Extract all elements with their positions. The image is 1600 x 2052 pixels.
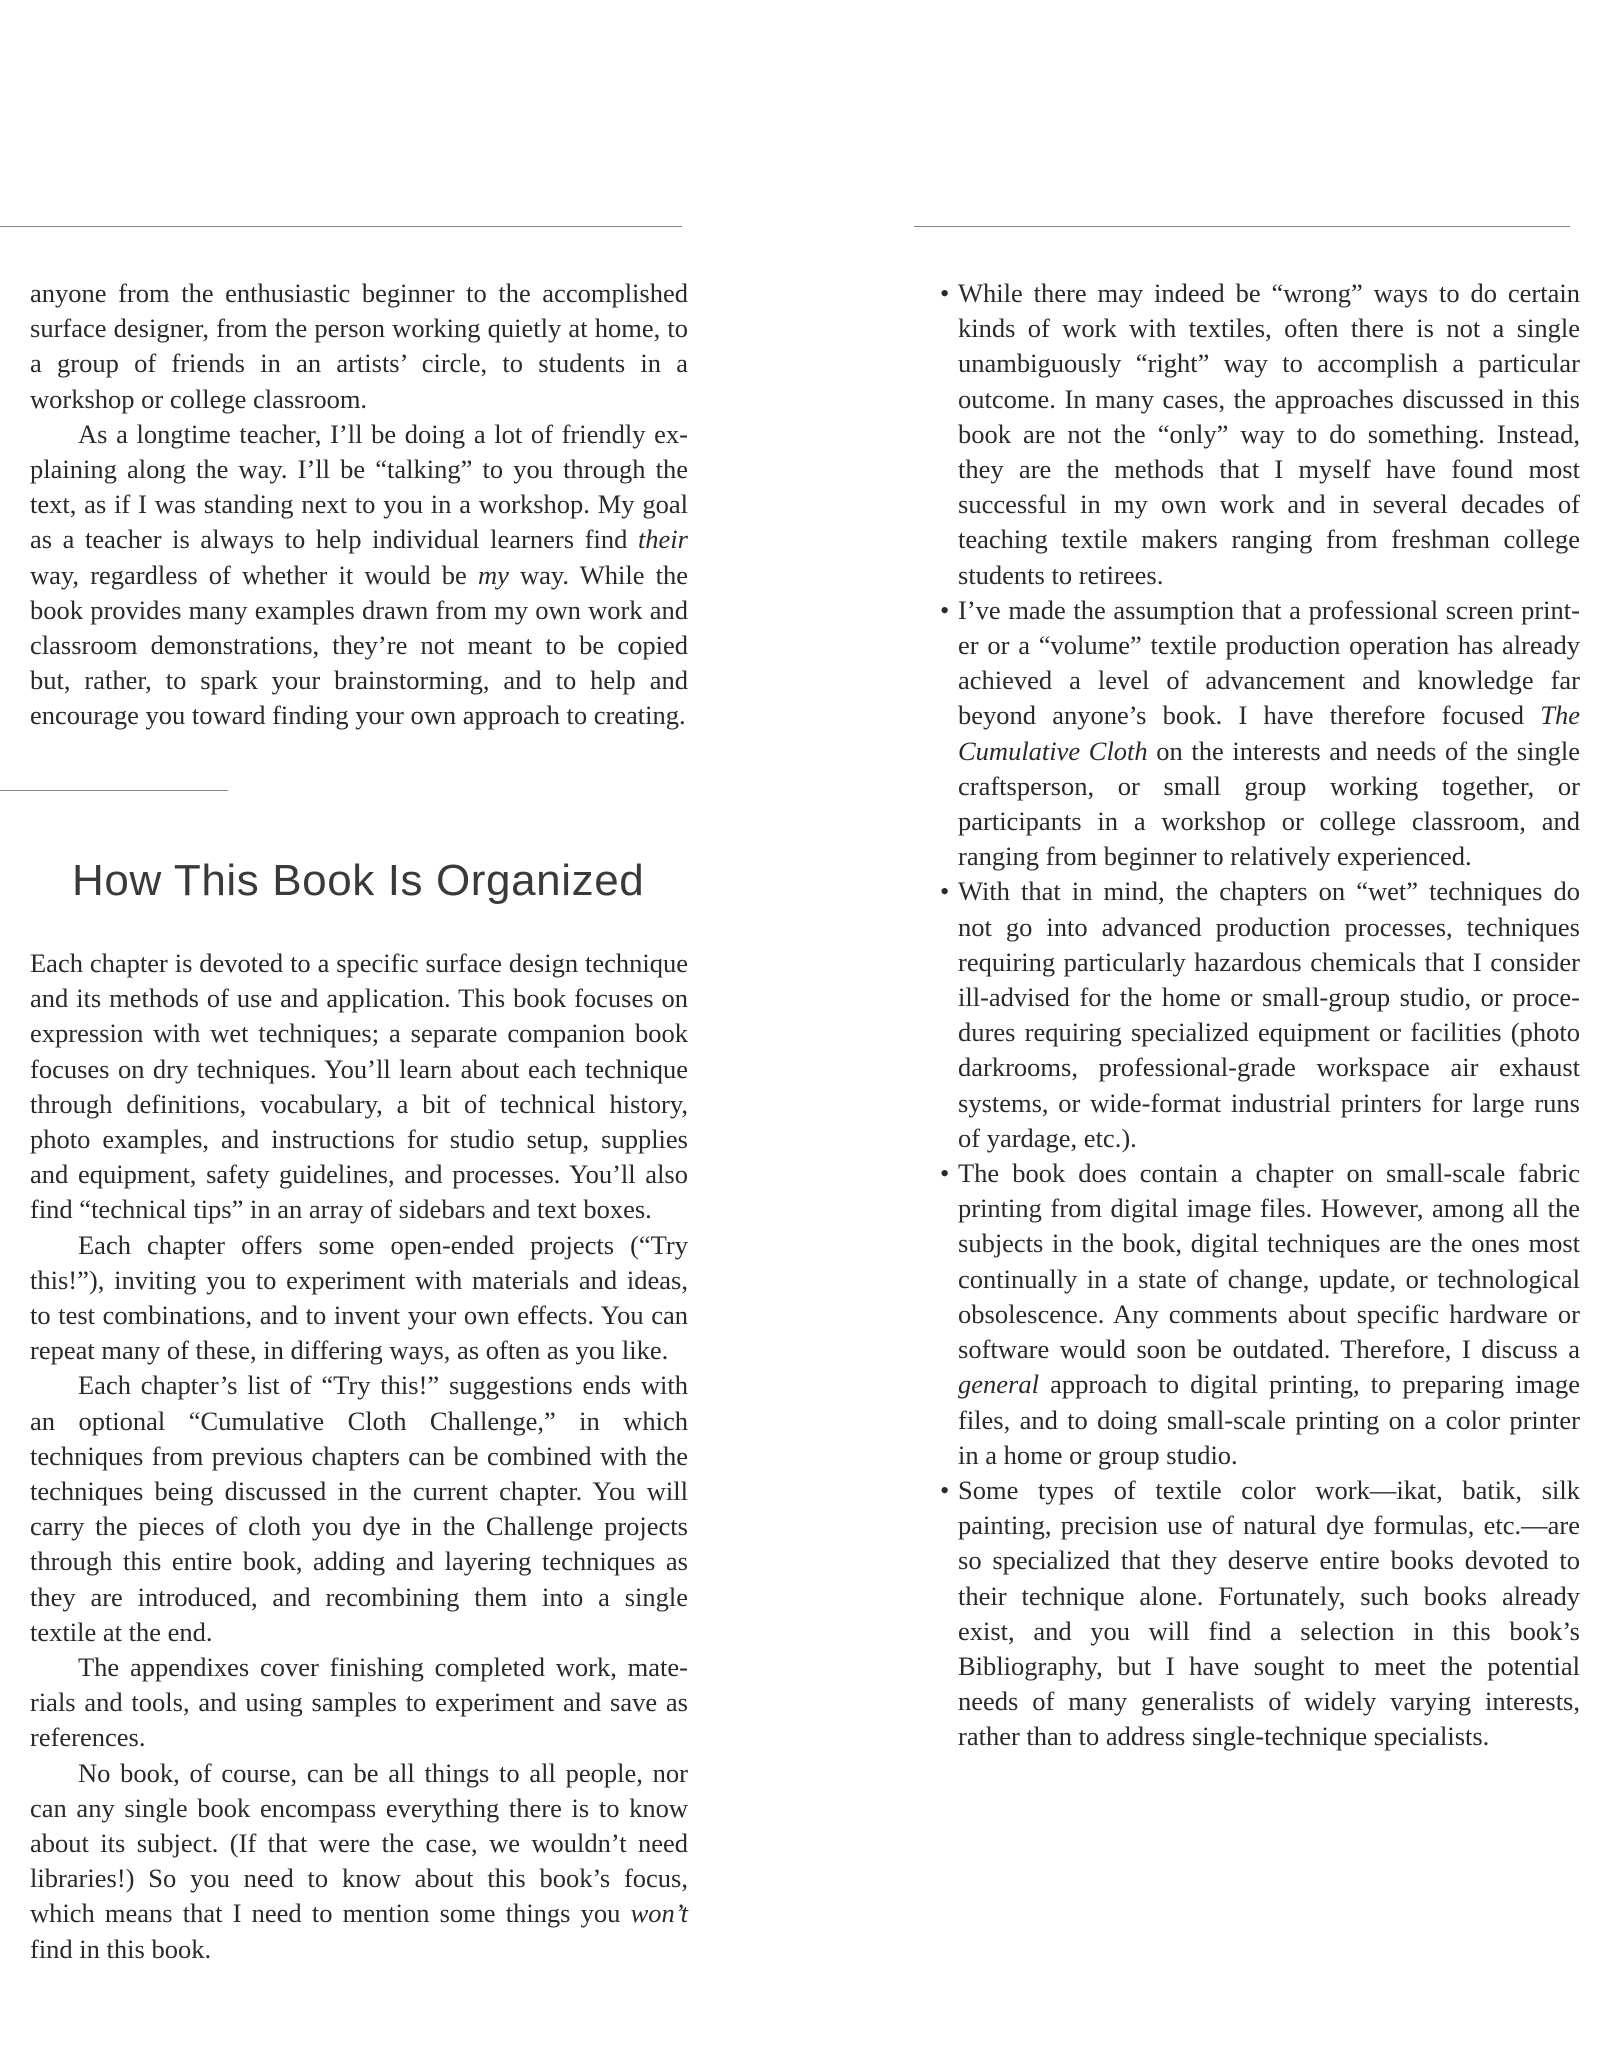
body-paragraph: Each chapter’s list of “Try this!” suggestions ends with an optional “Cumulative Cloth Challenge,” in which techniques from previous chapters can be combined with the techniques being discussed in the current chapter. You will carry the pieces of cloth you dye in the Challenge projects through this entire book, adding and layering techniques as they are introduced, and recombining them into a single textile at the end.: [30, 1370, 688, 1647]
body-paragraph: No book, of course, can be all things to all people, nor can any single book encompass everything there is to know about its subject. (If that were the case, we wouldn’t need libraries!) So you need to know about this book’s focus, which means that I need to mention some things you won’t find in this book.: [30, 1757, 688, 1964]
section-rule: [0, 790, 228, 791]
body-paragraph: Each chapter is devoted to a specific surface design technique and its methods of use and application. This book focuses on expression with wet techniques; a separate companion book focuses on dry techniques. You’ll learn about each technique through definitions, vocabulary, a bit of technical history, photo examples, and instructions for studio setup, supplies and equipment, safety guidelines, and processes. You’ll also find “technical tips” in an array of sidebars and text boxes.: [30, 948, 688, 1225]
bullet-marker: •: [940, 278, 950, 308]
section-body: [30, 946, 688, 1967]
top-rule-left: [0, 226, 682, 227]
section-heading: How This Book Is Organized: [72, 856, 645, 905]
intro-paragraph-2: As a longtime teacher, I’ll be doing a lot of friendly explaining along the way. I’ll be “talking” to you through the text, as if I was standing next to you in a workshop. My goal as a teacher is always to help individual learners find their way, regardless of whether it would be my way. While the book provides many examples drawn from my own work and classroom demonstrations, they’re not meant to be copied but, rather, to spark your brainstorming, and to help and encourage you toward finding your own approach to creating.: [30, 418, 688, 731]
bullet-marker: •: [940, 876, 950, 907]
bullet-marker: •: [940, 1474, 950, 1505]
bullet-item: • While there may indeed be “wrong” ways to do certain kinds of work with textiles, often there is not a single unambiguously “right” way to accomplish a particular outcome. In many cases, the approaches discussed in this book are not the “only” way to do something. Instead, they are the methods that I myself have found most successful in my own work and in several decades of teaching textile makers ranging from freshman college students to retirees.: [940, 278, 1580, 590]
intro-paragraph-1: anyone from the enthusiastic beginner to the accomplished surface designer, from the person working quietly at home, to a group of friends in an artists’ circle, to students in a workshop or college classroom.: [30, 278, 688, 414]
body-paragraph: The appendixes cover finishing completed work, materials and tools, and using samples to experiment and save as references.: [30, 1652, 688, 1753]
bullet-list: [940, 276, 1580, 1755]
top-rule-right: [914, 226, 1570, 227]
bullet-item: • Some types of textile color work—ikat, batik, silk painting, precision use of natural dye formulas, etc.—are so specialized that they deserve entire books devoted to their technique alone. Fortunately, such books already exist, and you will find a selection in this book’s Bibliography, but I have sought to meet the potential needs of many generalists of widely varying interests, rather than to address single-technique specialists.: [940, 1474, 1580, 1752]
bullet-item: • With that in mind, the chapters on “wet” techniques do not go into advanced production processes, techniques requiring particularly hazardous chemicals that I consider ill-advised for the home or small-group studio, or procedures requiring specialized equipment or facilities (photo darkrooms, professional-grade workspace air exhaust systems, or wide-format industrial printers for large runs of yardage, etc.).: [940, 876, 1580, 1153]
bullet-marker: •: [940, 594, 950, 625]
intro-text: [30, 276, 688, 734]
body-paragraph: Each chapter offers some open-ended projects (“Try this!”), inviting you to experiment with materials and ideas, to test combinations, and to invent your own effects. You can repeat many of these, in differing ways, as often as you like.: [30, 1229, 688, 1366]
bullet-marker: •: [940, 1158, 950, 1189]
bullet-item: • The book does contain a chapter on small-scale fabric printing from digital image files. However, among all the subjects in the book, digital techniques are the ones most continually in a state of change, update, or technological obsolescence. Any comments about specific hardware or software would soon be outdated. Therefore, I discuss a general approach to digital printing, to preparing image files, and to doing small-scale printing on a color printer in a home or group studio.: [940, 1158, 1580, 1470]
bullet-item: • I’ve made the assumption that a professional screen printer or a “volume” textile production operation has already achieved a level of advancement and knowledge far beyond anyone’s book. I have therefore focused The Cumulative Cloth on the interests and needs of the single craftsperson, or small group working together, or participants in a workshop or college classroom, and ranging from beginner to relatively experienced.: [940, 594, 1580, 872]
